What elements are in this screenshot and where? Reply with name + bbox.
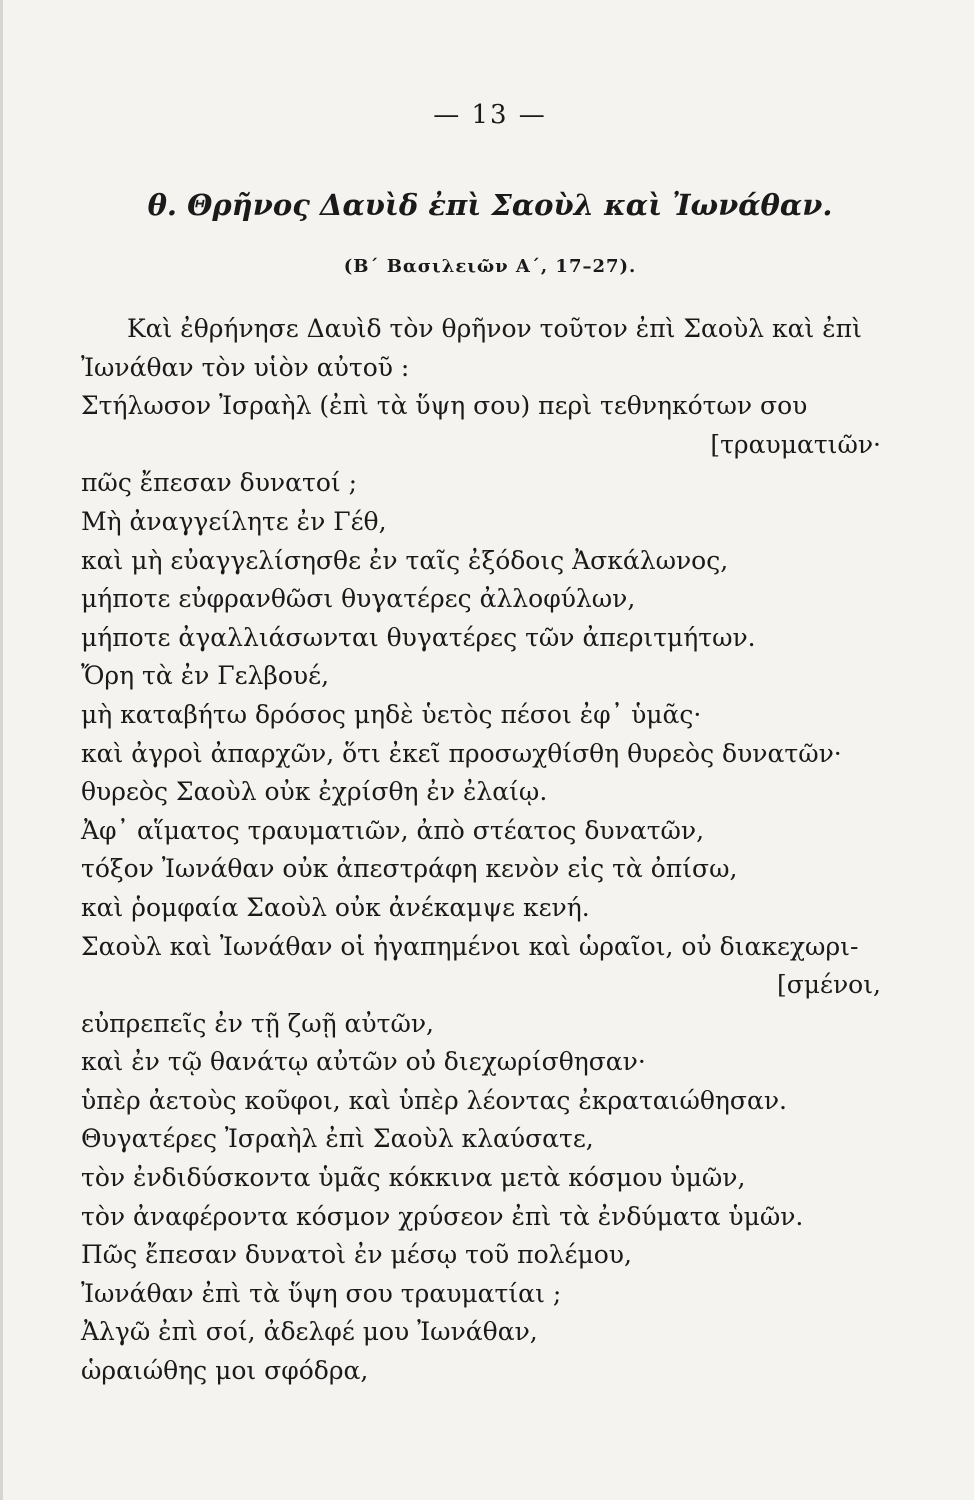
page-number: — 13 — [433,100,547,130]
poem-line: ὡραιώθης μοι σφόδρα, [81,1356,369,1386]
poem-line: εὐπρεπεῖς ἐν τῇ ζωῇ αὐτῶν, [81,1008,434,1038]
scripture-reference: (Β΄ Βασιλειῶν Α΄, 17–27). [343,256,637,277]
poem-line: πῶς ἔπεσαν δυνατοί ; [81,468,358,498]
poem-line-continuation: [σμένοι, [776,970,881,1000]
poem-line: καὶ ἐν τῷ θανάτῳ αὐτῶν οὐ διεχωρίσθησαν· [81,1047,646,1077]
poem-line: θυρεὸς Σαοὺλ οὐκ ἐχρίσθη ἐν ἐλαίῳ. [81,777,548,807]
poem-line: Πῶς ἔπεσαν δυνατοὶ ἐν μέσῳ τοῦ πολέμου, [81,1240,632,1270]
poem-line: Στήλωσον Ἰσραὴλ (ἐπὶ τὰ ὕψη σου) περὶ τεθνηκότων σου [81,391,808,421]
poem-line: Καὶ ἐθρήνησε Δαυὶδ τὸν θρῆνον τοῦτον ἐπὶ Σαοὺλ καὶ ἐπὶ [127,314,862,343]
poem-line: Θυγατέρες Ἰσραὴλ ἐπὶ Σαοὺλ κλαύσατε, [81,1124,594,1154]
poem-line: μήποτε εὐφρανθῶσι θυγατέρες ἀλλοφύλων, [81,584,636,614]
poem-line: Ἰωνάθαν ἐπὶ τὰ ὕψη σου τραυματίαι ; [81,1278,562,1308]
poem-line: Σαοὺλ καὶ Ἰωνάθαν οἱ ἠγαπημένοι καὶ ὡραῖοι, οὐ διακεχωρι- [81,931,859,961]
poem-line: μὴ καταβήτω δρόσος μηδὲ ὑετὸς πέσοι ἐφ᾽ ὑμᾶς· [81,699,702,729]
poem-line: Ἰωνάθαν τὸν υἱὸν αὐτοῦ : [81,352,410,382]
poem-line: μήποτε ἀγαλλιάσωνται θυγατέρες τῶν ἀπεριτμήτων. [81,622,756,652]
poem-line: καὶ ῥομφαία Σαοὺλ οὐκ ἀνέκαμψε κενή. [81,892,590,922]
poem-line: τόξον Ἰωνάθαν οὐκ ἀπεστράφη κενὸν εἰς τὰ ὀπίσω, [81,854,738,884]
section-title: θ. Θρῆνος Δαυὶδ ἐπὶ Σαοὺλ καὶ Ἰωνάθαν. [147,188,833,222]
poem-body [81,310,881,1391]
poem-line: ὑπὲρ ἀετοὺς κοῦφοι, καὶ ὑπὲρ λέοντας ἐκραταιώθησαν. [81,1085,787,1115]
poem-line: καὶ μὴ εὐαγγελίσησθε ἐν ταῖς ἐξόδοις Ἀσκάλωνος, [81,545,729,575]
poem-line: τὸν ἐνδιδύσκοντα ὑμᾶς κόκκινα μετὰ κόσμου ὑμῶν, [81,1163,746,1193]
poem-line: Ὄρη τὰ ἐν Γελβουέ, [81,661,330,691]
poem-line-continuation: [τραυματιῶν· [710,429,881,459]
poem-line: Ἀφ᾽ αἵματος τραυματιῶν, ἀπὸ στέατος δυνατῶν, [81,815,705,845]
poem-line: Ἀλγῶ ἐπὶ σοί, ἀδελφέ μου Ἰωνάθαν, [81,1317,538,1347]
poem-line: τὸν ἀναφέροντα κόσμον χρύσεον ἐπὶ τὰ ἐνδύματα ὑμῶν. [81,1201,804,1231]
poem-line: Μὴ ἀναγγείλητε ἐν Γέθ, [81,506,387,536]
poem-line: καὶ ἀγροὶ ἀπαρχῶν, ὅτι ἐκεῖ προσωχθίσθη θυρεὸς δυνατῶν· [81,738,842,768]
